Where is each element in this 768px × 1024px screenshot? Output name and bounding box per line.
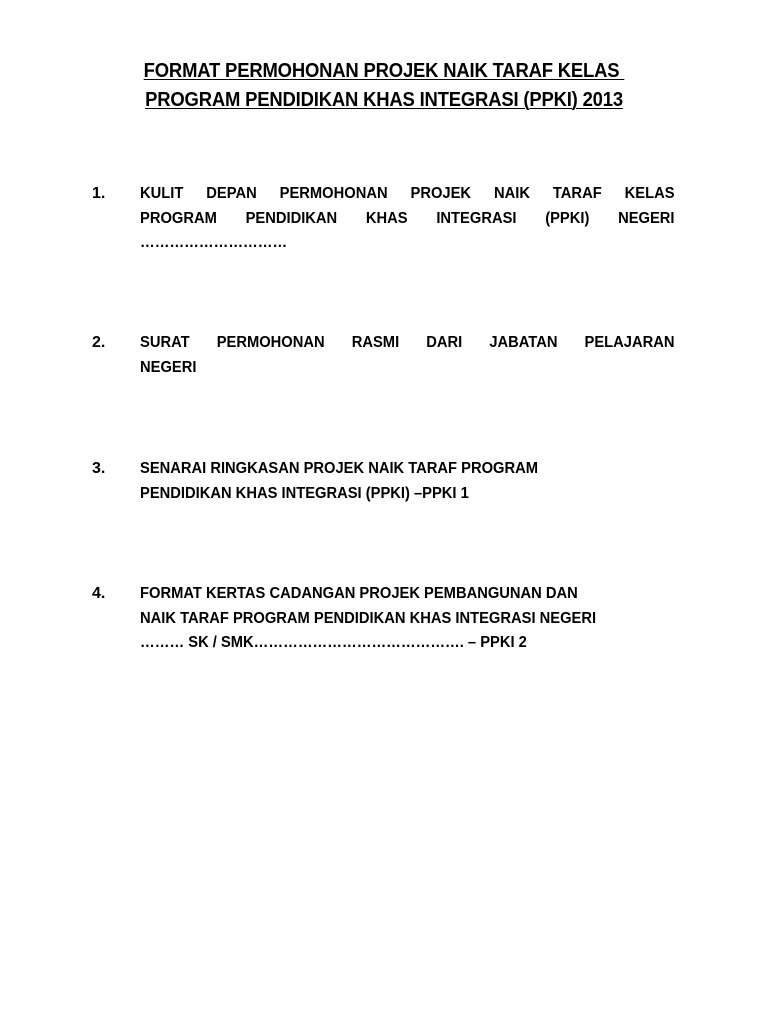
item-line: FORMAT KERTAS CADANGAN PROJEK PEMBANGUNAN DAN	[140, 585, 578, 602]
item-text	[140, 182, 675, 256]
document-title	[92, 56, 675, 114]
item-number: 1.	[92, 185, 106, 202]
item-number: 3.	[92, 460, 106, 477]
item-number: 2.	[92, 334, 106, 351]
item-line: NEGERI	[140, 358, 197, 376]
item-line: SURAT PERMOHONAN RASMI DARI JABATAN PELAJARAN	[140, 334, 675, 351]
item-text	[140, 457, 632, 506]
item-line: PENDIDIKAN KHAS INTEGRASI (PPKI) –PPKI 1	[140, 484, 469, 502]
item-line: SENARAI RINGKASAN PROJEK NAIK TARAF PROGRAM	[140, 460, 539, 477]
item-line: …………………………	[140, 234, 288, 251]
item-text	[140, 331, 675, 380]
item-line: PROGRAM PENDIDIKAN KHAS INTEGRASI (PPKI) NEGERI	[140, 209, 675, 227]
title-line-1: FORMAT PERMOHONAN PROJEK NAIK TARAF KELAS	[143, 59, 625, 82]
title-line-2: PROGRAM PENDIDIKAN KHAS INTEGRASI (PPKI) 2013	[145, 88, 623, 111]
item-line: NAIK TARAF PROGRAM PENDIDIKAN KHAS INTEGRASI NEGERI	[140, 609, 597, 627]
item-text	[140, 582, 632, 656]
item-line: KULIT DEPAN PERMOHONAN PROJEK NAIK TARAF KELAS	[140, 185, 675, 202]
item-line: ……… SK / SMK……………………………………. – PPKI 2	[140, 634, 527, 651]
item-number: 4.	[92, 585, 106, 602]
